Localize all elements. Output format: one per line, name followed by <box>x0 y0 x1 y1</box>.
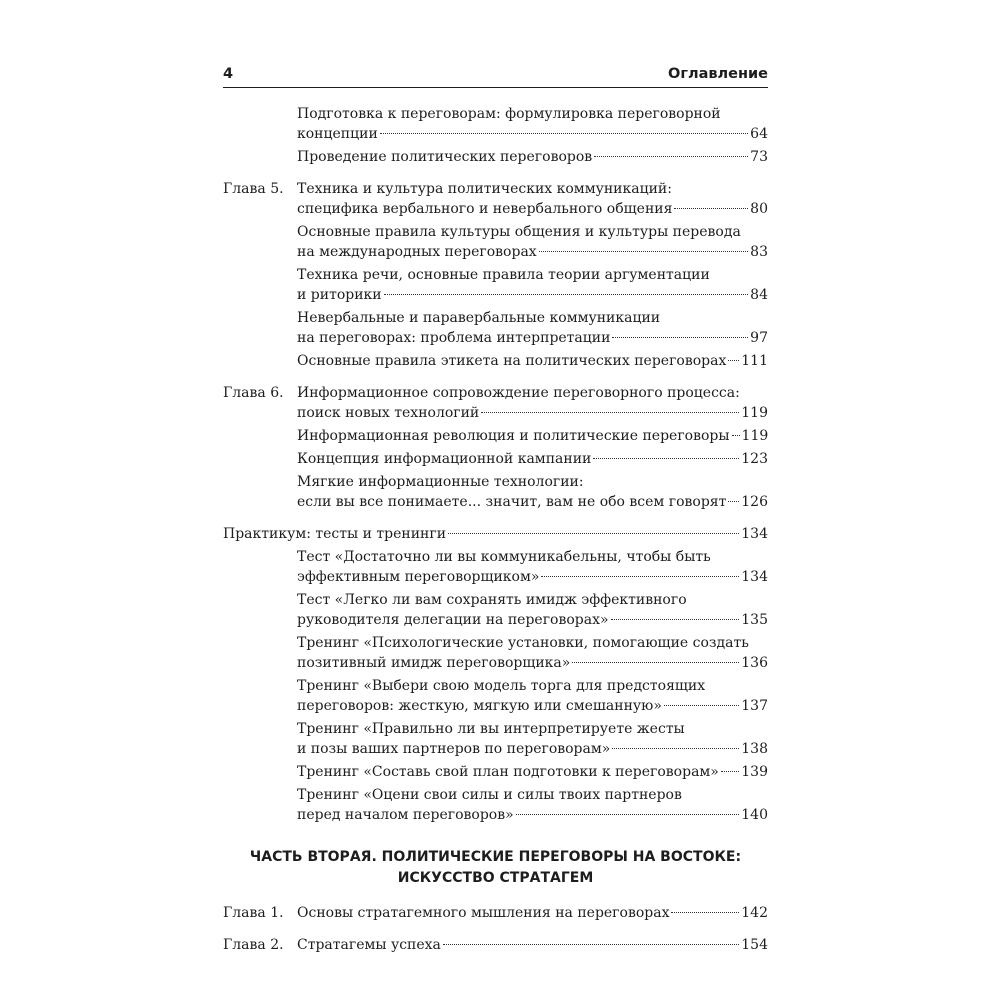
toc-entry[interactable] <box>223 308 768 348</box>
toc-page-number: 119 <box>741 405 768 421</box>
toc-entry[interactable] <box>223 472 768 512</box>
toc-entry-text: позитивный имидж переговорщика» <box>297 655 571 671</box>
toc-page-number: 73 <box>750 149 768 165</box>
toc-entry-text: Подготовка к переговорам: формулировка переговорной <box>297 106 721 122</box>
toc-page-number: 134 <box>741 526 768 542</box>
toc-entry[interactable] <box>223 785 768 825</box>
toc-entry[interactable] <box>223 719 768 759</box>
toc-entry-text: Тест «Достаточно ли вы коммуникабельны, чтобы быть <box>297 549 711 565</box>
dot-leader <box>611 619 740 620</box>
toc-entry[interactable] <box>223 351 768 371</box>
dot-leader <box>664 705 739 706</box>
part-heading-line: ИСКУССТВО СТРАТАГЕМ <box>397 870 594 886</box>
dot-leader <box>481 412 739 413</box>
chapter-label: Глава 6. <box>223 385 284 401</box>
toc-entry-text: Тренинг «Составь свой план подготовки к переговорам» <box>297 764 719 780</box>
toc-entry[interactable] <box>223 449 768 469</box>
toc-entry[interactable] <box>223 265 768 305</box>
part-heading-line: ЧАСТЬ ВТОРАЯ. ПОЛИТИЧЕСКИЕ ПЕРЕГОВОРЫ НА ВОСТОКЕ: <box>249 849 742 865</box>
toc-entry-text: концепции <box>297 126 378 142</box>
dot-leader <box>728 501 739 502</box>
dot-leader <box>572 662 739 663</box>
toc-entry[interactable] <box>223 633 768 673</box>
toc-entry-text: Мягкие информационные технологии: <box>297 474 584 490</box>
dot-leader <box>539 251 748 252</box>
toc-page-number: 97 <box>750 330 768 346</box>
running-title: Оглавление <box>668 66 768 82</box>
toc-page-number: 139 <box>741 764 768 780</box>
toc-entry[interactable] <box>223 590 768 630</box>
toc-page-number: 111 <box>741 353 768 369</box>
toc-entry-text: Тренинг «Правильно ли вы интерпретируете жесты <box>297 721 685 737</box>
dot-leader <box>541 576 739 577</box>
toc-entry-text: и позы ваших партнеров по переговорам» <box>297 741 611 757</box>
toc-page-number: 84 <box>750 287 768 303</box>
toc-entry[interactable] <box>223 104 768 144</box>
toc-entry-text: Информационное сопровождение переговорного процесса: <box>297 385 740 401</box>
dot-leader <box>612 337 748 338</box>
toc-page-number: 140 <box>741 807 768 823</box>
toc-entry-text: руководителя делегации на переговорах» <box>297 612 609 628</box>
toc-entry-text: перед началом переговоров» <box>297 807 514 823</box>
dot-leader <box>448 533 739 534</box>
toc-entry-text: Основы стратагемного мышления на переговорах <box>297 905 670 921</box>
dot-leader <box>674 208 748 209</box>
toc-page-number: 137 <box>741 698 768 714</box>
dot-leader <box>671 912 739 913</box>
toc-chapter-entry[interactable] <box>223 383 768 423</box>
toc-entry-text: если вы все понимаете... значит, вам не обо всем говорят <box>297 494 727 510</box>
toc-entry[interactable] <box>223 426 768 446</box>
toc-entry-text: Невербальные и паравербальные коммуникации <box>297 310 661 326</box>
dot-leader <box>384 294 749 295</box>
toc-page-number: 154 <box>741 937 768 953</box>
toc-entry-text: Тест «Легко ли вам сохранять имидж эффективного <box>297 592 687 608</box>
toc-entry-text: Техника речи, основные правила теории аргументации <box>297 267 710 283</box>
dot-leader <box>732 435 740 436</box>
dot-leader <box>721 771 739 772</box>
dot-leader <box>380 133 748 134</box>
toc-page-number: 126 <box>741 494 768 510</box>
toc-entry[interactable] <box>223 762 768 782</box>
toc-entry-text: Стратагемы успеха <box>297 937 441 953</box>
toc-entry-text: Тренинг «Оцени свои силы и силы твоих партнеров <box>297 787 682 803</box>
toc-page-number: 138 <box>741 741 768 757</box>
toc-entry-text: Практикум: тесты и тренинги <box>223 526 447 542</box>
toc-entry-text: и риторики <box>297 287 382 303</box>
running-head <box>223 64 768 88</box>
toc-page-number: 135 <box>741 612 768 628</box>
chapter-label: Глава 2. <box>223 937 284 953</box>
toc-entry-text: Техника и культура политических коммуникаций: <box>297 181 672 197</box>
table-of-contents <box>223 104 768 958</box>
toc-entry[interactable] <box>223 547 768 587</box>
toc-entry-text: Тренинг «Психологические установки, помогающие создать <box>297 635 749 651</box>
dot-leader <box>516 814 740 815</box>
toc-entry-text: Тренинг «Выбери свою модель торга для предстоящих <box>297 678 706 694</box>
page-number: 4 <box>223 66 234 82</box>
dot-leader <box>728 360 739 361</box>
toc-practicum-entry[interactable] <box>223 524 768 544</box>
toc-page-number: 142 <box>741 905 768 921</box>
part-heading <box>223 847 768 889</box>
toc-page-number: 123 <box>741 451 768 467</box>
toc-chapter-entry[interactable] <box>223 903 768 923</box>
toc-entry-text: поиск новых технологий <box>297 405 480 421</box>
toc-page-number: 80 <box>750 201 768 217</box>
toc-entry-text: эффективным переговорщиком» <box>297 569 540 585</box>
toc-entry[interactable] <box>223 676 768 716</box>
toc-entry-text: Концепция информационной кампании <box>297 451 592 467</box>
toc-entry[interactable] <box>223 147 768 167</box>
toc-entry-text: Проведение политических переговоров <box>297 149 593 165</box>
dot-leader <box>612 748 739 749</box>
toc-page-number: 134 <box>741 569 768 585</box>
toc-chapter-entry[interactable] <box>223 935 768 955</box>
dot-leader <box>593 458 739 459</box>
toc-entry-text: Основные правила этикета на политических переговорах <box>297 353 727 369</box>
dot-leader <box>443 944 739 945</box>
toc-entry-text: Информационная революция и политические переговоры <box>297 428 730 444</box>
toc-entry-text: специфика вербального и невербального общения <box>297 201 673 217</box>
toc-entry-text: на переговорах: проблема интерпретации <box>297 330 611 346</box>
toc-entry-text: переговоров: жесткую, мягкую или смешанную» <box>297 698 662 714</box>
toc-page-number: 136 <box>741 655 768 671</box>
chapter-label: Глава 5. <box>223 181 284 197</box>
toc-page-number: 64 <box>750 126 768 142</box>
toc-entry[interactable] <box>223 222 768 262</box>
toc-page-number: 119 <box>741 428 769 444</box>
chapter-label: Глава 1. <box>223 905 284 921</box>
toc-entry-text: Основные правила культуры общения и культуры перевода <box>297 224 741 240</box>
toc-chapter-entry[interactable] <box>223 179 768 219</box>
toc-entry-text: на международных переговорах <box>297 244 537 260</box>
dot-leader <box>594 156 748 157</box>
toc-page-number: 83 <box>750 244 768 260</box>
